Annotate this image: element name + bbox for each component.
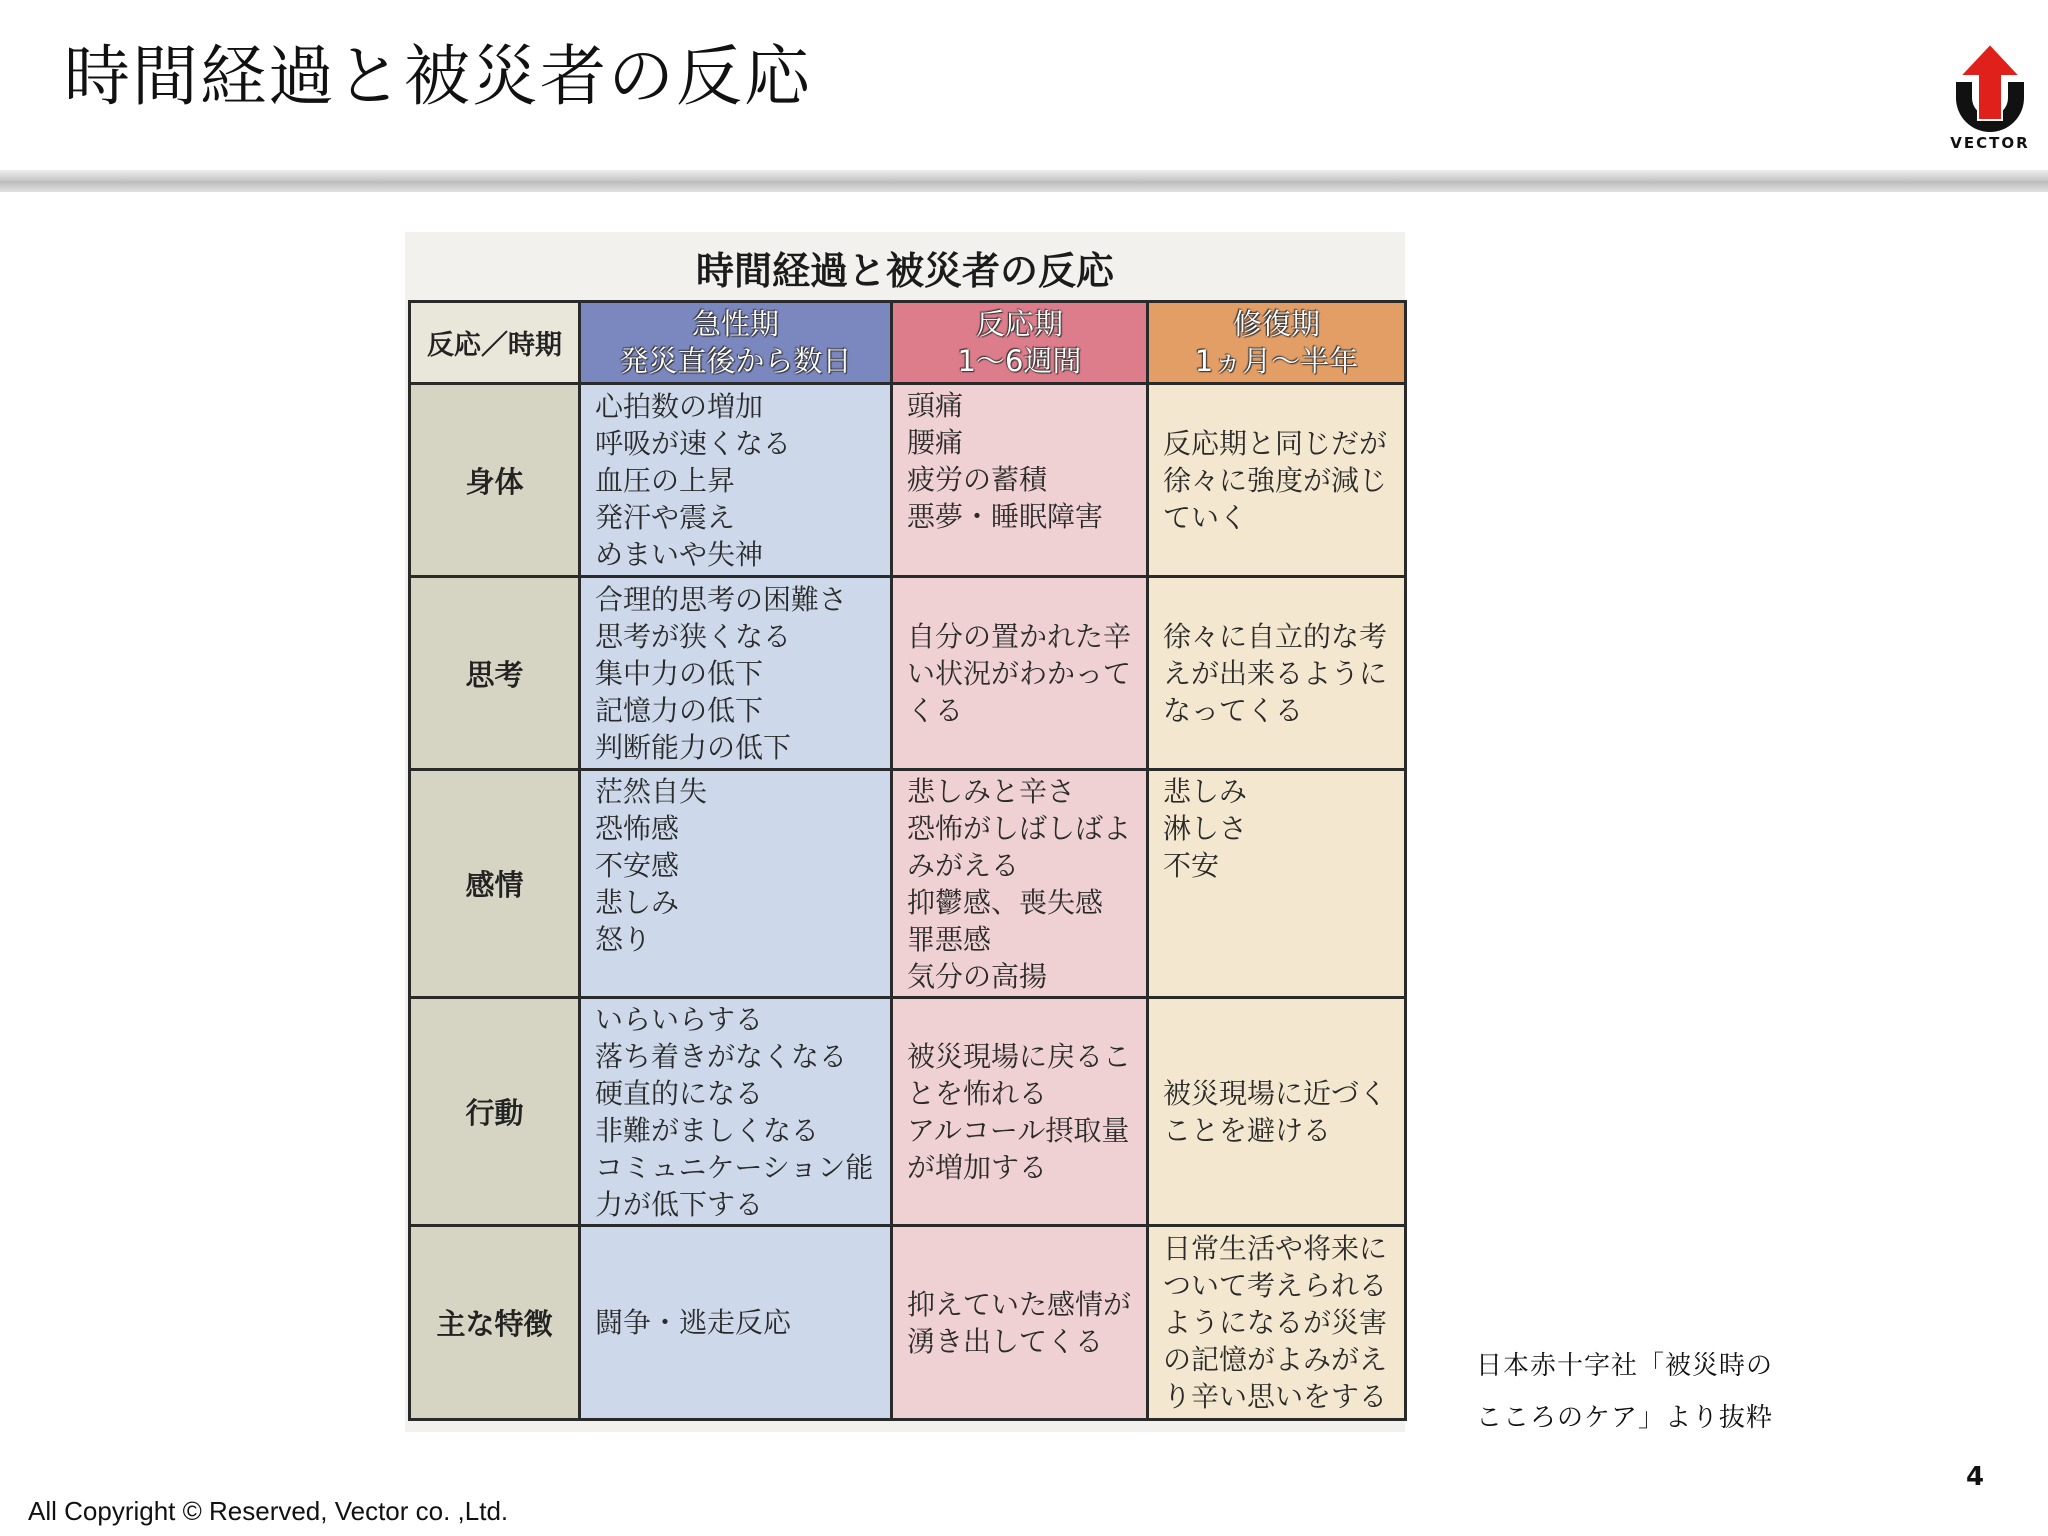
- row-label-behavior: 行動: [410, 998, 580, 1226]
- table-row: [410, 384, 1406, 577]
- row-label-thinking: 思考: [410, 577, 580, 770]
- cell-line: 合理的思考の困難さ: [595, 582, 848, 616]
- cell-body-recovery: [1148, 384, 1406, 577]
- column-header-reaction: [892, 302, 1148, 384]
- cell-line: 判断能力の低下: [595, 730, 792, 764]
- page-number: 4: [1966, 1462, 1985, 1492]
- cell-line: 疲労の蓄積: [907, 463, 1048, 496]
- source-citation: [1476, 1340, 1773, 1444]
- cell-line: ついて考えられる: [1163, 1269, 1388, 1302]
- source-citation-line: こころのケア」より抜粋: [1476, 1403, 1774, 1433]
- cell-line: 恐怖感: [595, 812, 680, 845]
- cell-line: えが出来るように: [1163, 656, 1388, 690]
- cell-line: 不安感: [595, 849, 680, 882]
- cell-thinking-recovery: [1148, 577, 1406, 770]
- source-citation-line: 日本赤十字社「被災時の: [1476, 1351, 1774, 1381]
- row-label-emotion: 感情: [410, 770, 580, 998]
- cell-behavior-reaction: [892, 998, 1148, 1226]
- cell-line: 闘争・逃走反応: [595, 1306, 792, 1339]
- cell-line: 徐々に自立的な考: [1163, 619, 1388, 653]
- cell-line: 血圧の上昇: [595, 463, 736, 497]
- cell-line: 被災現場に戻るこ: [907, 1039, 1132, 1073]
- row-label-main-features: 主な特徴: [410, 1226, 580, 1420]
- table-row: [410, 998, 1406, 1226]
- cell-line: 落ち着きがなくなる: [595, 1039, 848, 1073]
- cell-line: 抑鬱感、喪失感: [907, 886, 1104, 919]
- column-header-acute: [580, 302, 892, 384]
- cell-line: 徐々に強度が減じ: [1163, 463, 1388, 497]
- cell-line: なってくる: [1163, 693, 1304, 727]
- cell-line: ていく: [1163, 500, 1248, 534]
- cell-line: 腰痛: [907, 426, 964, 459]
- cell-line: コミュニケーション能: [595, 1150, 874, 1184]
- cell-line: 反応期と同じだが: [1163, 426, 1388, 460]
- cell-line: り辛い思いをする: [1163, 1380, 1388, 1413]
- cell-line: 茫然自失: [595, 775, 708, 808]
- cell-line: みがえる: [907, 849, 1020, 882]
- cell-line: 集中力の低下: [595, 656, 764, 690]
- cell-line: 不安: [1163, 849, 1220, 882]
- cell-behavior-acute: [580, 998, 892, 1226]
- cell-line: いらいらする: [595, 1002, 764, 1036]
- column-header-name: 急性期: [691, 306, 779, 341]
- column-header-name: 反応期: [975, 306, 1063, 341]
- cell-line: ことを避ける: [1163, 1113, 1332, 1147]
- cell-line: くる: [907, 693, 964, 727]
- table-row: [410, 1226, 1406, 1420]
- cell-line: い状況がわかって: [907, 656, 1132, 690]
- cell-line: の記憶がよみがえ: [1163, 1343, 1388, 1376]
- cell-line: 記憶力の低下: [595, 693, 764, 727]
- cell-line: 悲しみ: [595, 886, 680, 919]
- cell-line: 淋しさ: [1163, 812, 1248, 845]
- cell-line: 悲しみと辛さ: [907, 775, 1076, 808]
- cell-line: 自分の置かれた辛: [907, 619, 1132, 653]
- cell-thinking-reaction: [892, 577, 1148, 770]
- cell-line: ようになるが災害: [1163, 1306, 1388, 1339]
- logo-wordmark: VECTOR: [1950, 134, 2030, 152]
- page-title: 時間経過と被災者の反応: [64, 38, 812, 115]
- corner-header: 反応／時期: [410, 302, 580, 384]
- cell-line: とを怖れる: [907, 1076, 1048, 1110]
- cell-line: 呼吸が速くなる: [595, 426, 792, 460]
- cell-line: 怒り: [595, 923, 652, 956]
- cell-body-reaction: [892, 384, 1148, 577]
- cell-line: 頭痛: [907, 389, 964, 422]
- cell-emotion-reaction: [892, 770, 1148, 998]
- cell-line: アルコール摂取量: [907, 1113, 1130, 1147]
- column-header-period: 発災直後から数日: [619, 343, 852, 378]
- cell-emotion-acute: [580, 770, 892, 998]
- cell-line: 力が低下する: [595, 1187, 764, 1221]
- table-header-row: [410, 302, 1406, 384]
- cell-line: 悪夢・睡眠障害: [907, 500, 1104, 533]
- cell-line: 心拍数の増加: [595, 389, 764, 423]
- table-row: [410, 577, 1406, 770]
- cell-line: 湧き出してくる: [907, 1324, 1104, 1358]
- cell-line: 硬直的になる: [595, 1076, 764, 1110]
- cell-line: めまいや失神: [595, 537, 764, 571]
- cell-features-recovery: [1148, 1226, 1406, 1420]
- cell-features-acute: [580, 1226, 892, 1420]
- cell-line: 気分の高揚: [907, 960, 1048, 993]
- cell-thinking-acute: [580, 577, 892, 770]
- cell-line: が増加する: [907, 1150, 1048, 1184]
- row-label-body: 身体: [410, 384, 580, 577]
- cell-body-acute: [580, 384, 892, 577]
- column-header-recovery: [1148, 302, 1406, 384]
- cell-line: 恐怖がしばしばよ: [907, 812, 1132, 845]
- table-title: 時間経過と被災者の反応: [695, 249, 1114, 293]
- column-header-name: 修復期: [1232, 306, 1320, 341]
- cell-line: 抑えていた感情が: [907, 1287, 1132, 1321]
- cell-line: 発汗や震え: [595, 500, 736, 534]
- cell-emotion-recovery: [1148, 770, 1406, 998]
- cell-line: 思考が狭くなる: [595, 619, 792, 653]
- title-divider: [0, 170, 2048, 192]
- cell-features-reaction: [892, 1226, 1148, 1420]
- column-header-period: 1ヵ月〜半年: [1194, 343, 1359, 378]
- reaction-table: [408, 300, 1407, 1421]
- cell-line: 被災現場に近づく: [1163, 1076, 1388, 1110]
- table-row: [410, 770, 1406, 998]
- cell-line: 罪悪感: [907, 923, 992, 956]
- column-header-period: 1〜6週間: [957, 343, 1082, 378]
- cell-line: 悲しみ: [1163, 775, 1248, 808]
- copyright-footer: All Copyright © Reserved, Vector co. ,Ltd.: [28, 1496, 509, 1526]
- cell-line: 非難がましくなる: [595, 1113, 820, 1147]
- cell-line: 日常生活や将来に: [1163, 1232, 1388, 1265]
- cell-behavior-recovery: [1148, 998, 1406, 1226]
